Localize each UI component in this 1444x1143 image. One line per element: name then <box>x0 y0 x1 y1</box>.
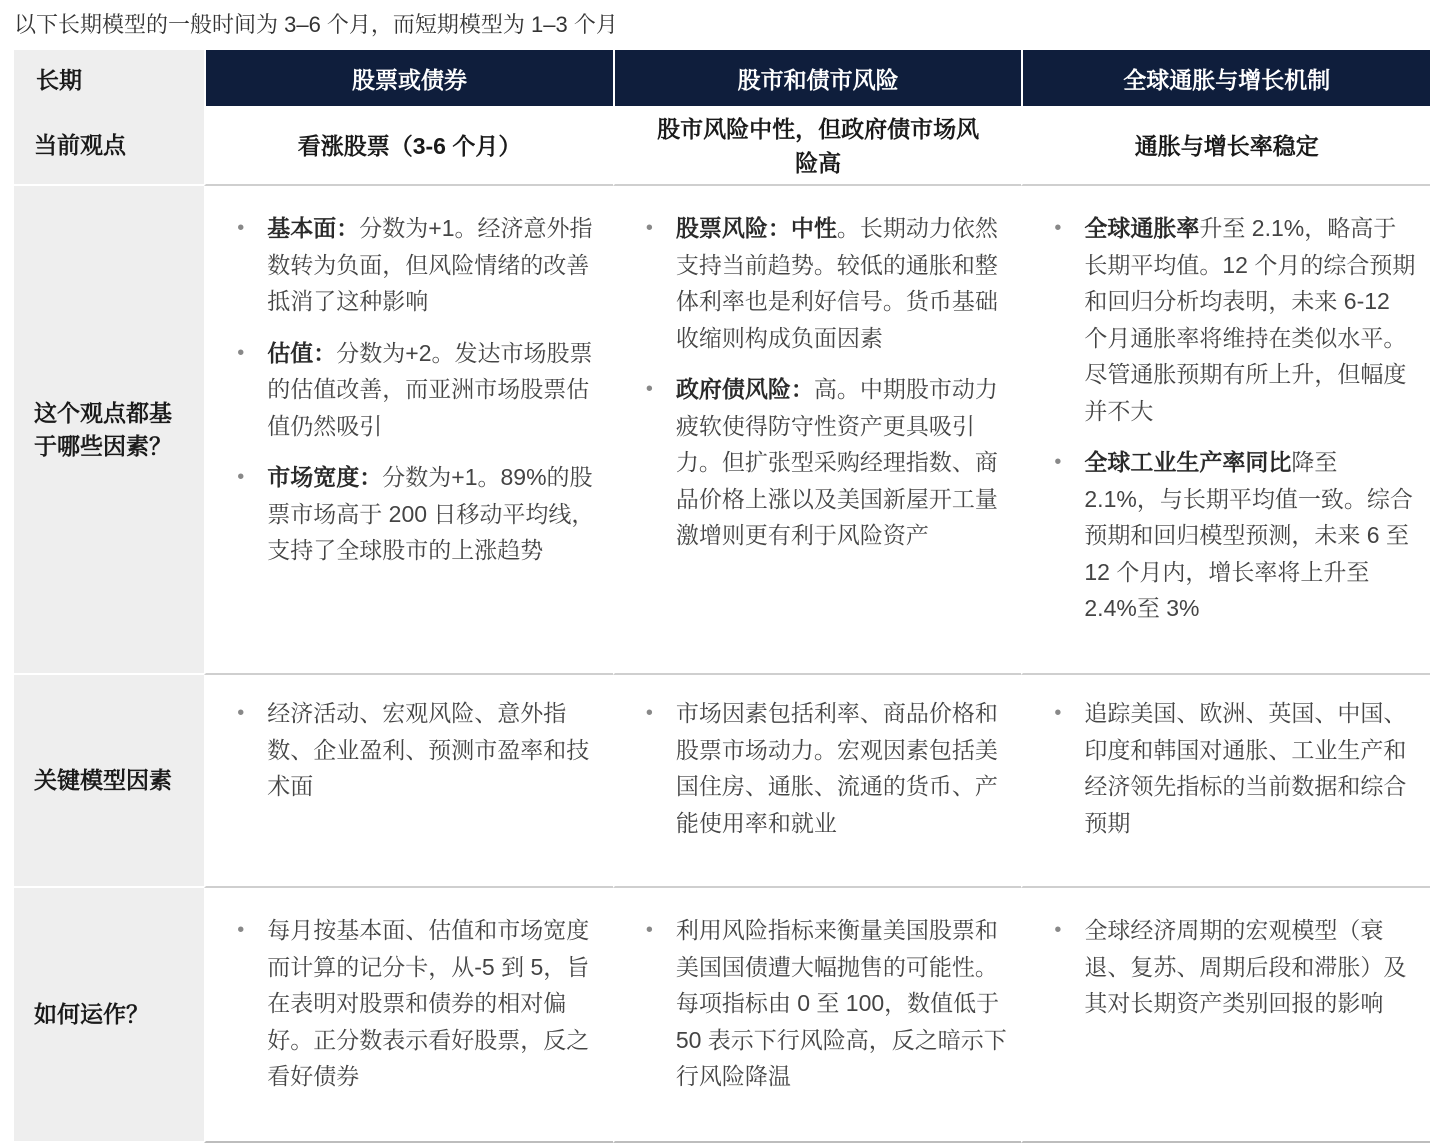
row-label-how: 如何运作？ <box>14 888 204 1143</box>
list-item <box>646 371 1009 554</box>
header-inflation-growth: 全球通胀与增长机制 <box>1021 50 1430 106</box>
list-item <box>237 210 600 320</box>
how-equity-bond-list <box>207 912 612 1095</box>
view-inflation-growth: 通胀与增长率稳定 <box>1021 106 1430 186</box>
header-equity-bond: 股票或债券 <box>204 50 613 106</box>
view-equity-bond: 看涨股票（3-6 个月） <box>204 106 613 186</box>
list-item: • 市场因素包括利率、商品价格和股票市场动力。宏观因素包括美国住房、通胀、流通的货币、产能使用率和就业 <box>646 695 1009 841</box>
item-heading: 市场宽度： <box>267 464 383 490</box>
factors-inflation-growth-list <box>1024 210 1429 627</box>
row-label-current-view: 当前观点 <box>14 106 204 186</box>
item-heading: 基本面： <box>267 215 360 241</box>
list-item <box>1054 444 1417 627</box>
header-market-risk: 股市和债市风险 <box>613 50 1022 106</box>
item-heading: 全球工业生产率同比 <box>1084 449 1292 475</box>
row-label-model-factors: 关键模型因素 <box>14 675 204 888</box>
item-text: 分数为+1。经济意外指数转为负面，但风险情绪的改善抵消了这种影响 <box>267 215 593 314</box>
header-row <box>14 50 1430 106</box>
table-row <box>14 186 1430 675</box>
list-item <box>237 335 600 445</box>
item-heading: 全球通胀率 <box>1084 215 1200 241</box>
list-item <box>237 459 600 569</box>
list-item: • 利用风险指标来衡量美国股票和美国国债遭大幅抛售的可能性。每项指标由 0 至 100，数值低于 50 表示下行风险高，反之暗示下行风险降温 <box>646 912 1009 1095</box>
table-row <box>14 106 1430 186</box>
list-item <box>646 210 1009 356</box>
model-equity-bond-list <box>207 695 612 805</box>
model-inflation-growth-list <box>1024 695 1429 841</box>
item-text: 降至 2.1%，与长期平均值一致。综合预期和回归模型预测，未来 6 至 12 个月内，增长率将上升至 2.4%至 3% <box>1084 449 1413 621</box>
factors-equity-bond-list <box>207 210 612 569</box>
how-inflation-growth-list <box>1024 912 1429 1022</box>
view-market-risk: 股市风险中性，但政府债市场风险高 <box>613 106 1022 186</box>
item-heading: 政府债风险： <box>675 376 814 402</box>
how-market-risk-list <box>616 912 1021 1095</box>
list-item: • 经济活动、宏观风险、意外指数、企业盈利、预测市盈率和技术面 <box>237 695 600 805</box>
item-text: 升至 2.1%，略高于长期平均值。12 个月的综合预期和回归分析均表明，未来 6-12 个月通胀率将维持在类似水平。尽管通胀预期有所上升，但幅度并不大 <box>1084 215 1416 424</box>
item-heading: 股票风险：中性 <box>675 215 837 241</box>
list-item: • 追踪美国、欧洲、英国、中国、印度和韩国对通胀、工业生产和经济领先指标的当前数据和综合预期 <box>1054 695 1417 841</box>
item-text: 。长期动力依然支持当前趋势。较低的通胀和整体利率也是利好信号。货币基础收缩则构成负面因素 <box>675 215 998 351</box>
row-label-factors: 这个观点都基于哪些因素？ <box>14 186 204 675</box>
header-term: 长期 <box>14 50 204 106</box>
list-item <box>1054 210 1417 429</box>
table-row <box>14 675 1430 888</box>
table-row <box>14 888 1430 1143</box>
model-table <box>14 50 1430 1143</box>
item-heading: 估值： <box>267 339 337 366</box>
model-market-risk-list <box>616 695 1021 841</box>
table-caption: 以下长期模型的一般时间为 3–6 个月，而短期模型为 1–3 个月 <box>14 12 618 37</box>
item-text: 分数为+1。89%的股票市场高于 200 日移动平均线，支持了全球股市的上涨趋势 <box>267 464 595 563</box>
item-text: 分数为+2。发达市场股票的估值改善，而亚洲市场股票估值仍然吸引 <box>267 339 593 439</box>
factors-market-risk-list <box>616 210 1021 554</box>
list-item: • 全球经济周期的宏观模型（衰退、复苏、周期后段和滞胀）及其对长期资产类别回报的影响 <box>1054 912 1417 1022</box>
item-text: 高。中期股市动力疲软使得防守性资产更具吸引力。但扩张型采购经理指数、商品价格上涨以及美国新屋开工量激增则更有利于风险资产 <box>675 376 998 548</box>
list-item: • 每月按基本面、估值和市场宽度而计算的记分卡，从-5 到 5，旨在表明对股票和债券的相对偏好。正分数表示看好股票，反之看好债券 <box>237 912 600 1095</box>
